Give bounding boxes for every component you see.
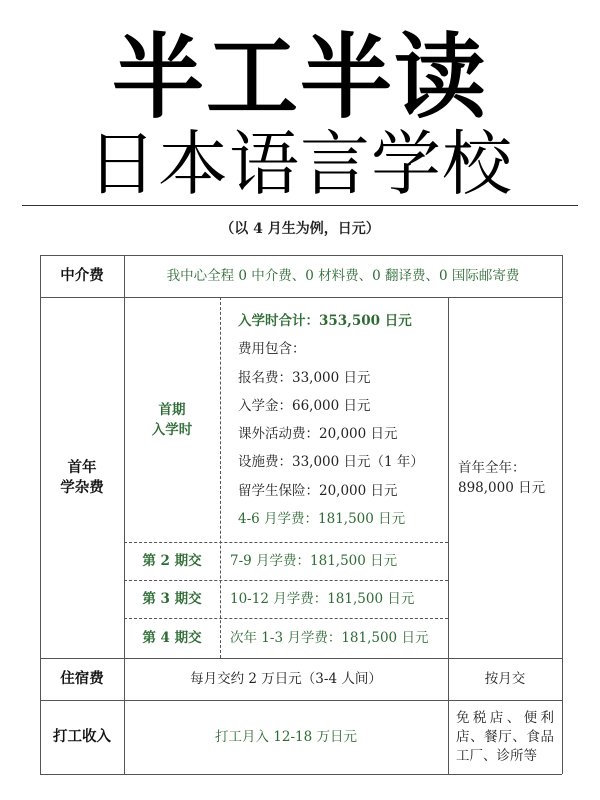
housing-fee-value: 每月交约 2 万日元（3-4 人间）	[190, 671, 382, 687]
entry-total: 入学时合计：353,500 日元	[238, 313, 412, 329]
period-2-label: 第 2 期交	[142, 553, 202, 569]
work-places: 免税店、便利店、餐厅、食品工厂、诊所等	[456, 709, 554, 764]
table-line	[40, 297, 562, 298]
period-3-value: 10-12 月学费：181,500 日元	[230, 591, 415, 607]
fee-item-registration: 报名费：33,000 日元	[238, 369, 371, 386]
annual-total	[448, 297, 562, 658]
work-income-label: 打工收入	[53, 728, 111, 745]
annual-total-label: 首年全年：	[458, 459, 526, 476]
housing-fee-label: 住宿费	[60, 670, 104, 687]
title-line2: 日本语言学校	[87, 123, 513, 205]
includes-label: 费用包含：	[238, 341, 306, 358]
fee-item-admission: 入学金：66,000 日元	[238, 397, 371, 414]
housing-payment: 按月交	[484, 671, 526, 687]
first-year-label	[40, 297, 124, 658]
table-line	[40, 700, 562, 701]
agency-fee-value: 我中心全程 0 中介费、0 材料费、0 翻译费、0 国际邮寄费	[166, 268, 520, 284]
table-dashed-line	[124, 542, 448, 543]
table-line	[124, 255, 125, 774]
table-border-left	[40, 255, 41, 774]
first-period-label-line1: 首期	[158, 401, 186, 418]
fee-item-insurance: 留学生保险：20,000 日元	[238, 482, 398, 499]
first-period-label	[124, 297, 220, 542]
fee-table	[40, 255, 562, 774]
period-3-label: 第 3 期交	[142, 591, 202, 607]
table-dashed-line	[124, 618, 448, 619]
period-2-value: 7-9 月学费：181,500 日元	[230, 553, 398, 569]
period-4-value: 次年 1-3 月学费：181,500 日元	[230, 630, 429, 646]
annual-total-value: 898,000 日元	[458, 479, 546, 496]
period-4-label: 第 4 期交	[142, 630, 202, 646]
currency-note: （以 4 月生为例，日元）	[220, 221, 380, 237]
fee-item-facilities: 设施费：33,000 日元（1 年）	[238, 454, 424, 471]
work-income-value: 打工月入 12-18 万日元	[214, 729, 357, 745]
first-period-label-line2: 入学时	[151, 421, 193, 438]
divider	[22, 205, 578, 206]
table-border-top	[40, 255, 562, 256]
fee-item-activities: 课外活动费：20,000 日元	[238, 426, 398, 443]
agency-fee-label: 中介费	[60, 267, 104, 284]
table-border-right	[562, 255, 563, 774]
first-year-label-line1: 首年	[67, 458, 97, 476]
table-line	[40, 658, 562, 659]
table-line	[448, 297, 449, 774]
table-dashed-line	[124, 580, 448, 581]
tuition-first-period: 4-6 月学费：181,500 日元	[238, 511, 406, 528]
title-line1: 半工半读	[111, 24, 488, 131]
first-year-label-line2: 学杂费	[60, 478, 104, 496]
first-period-details	[238, 307, 448, 533]
table-border-bottom	[40, 774, 562, 775]
table-dashed-line	[220, 297, 221, 658]
